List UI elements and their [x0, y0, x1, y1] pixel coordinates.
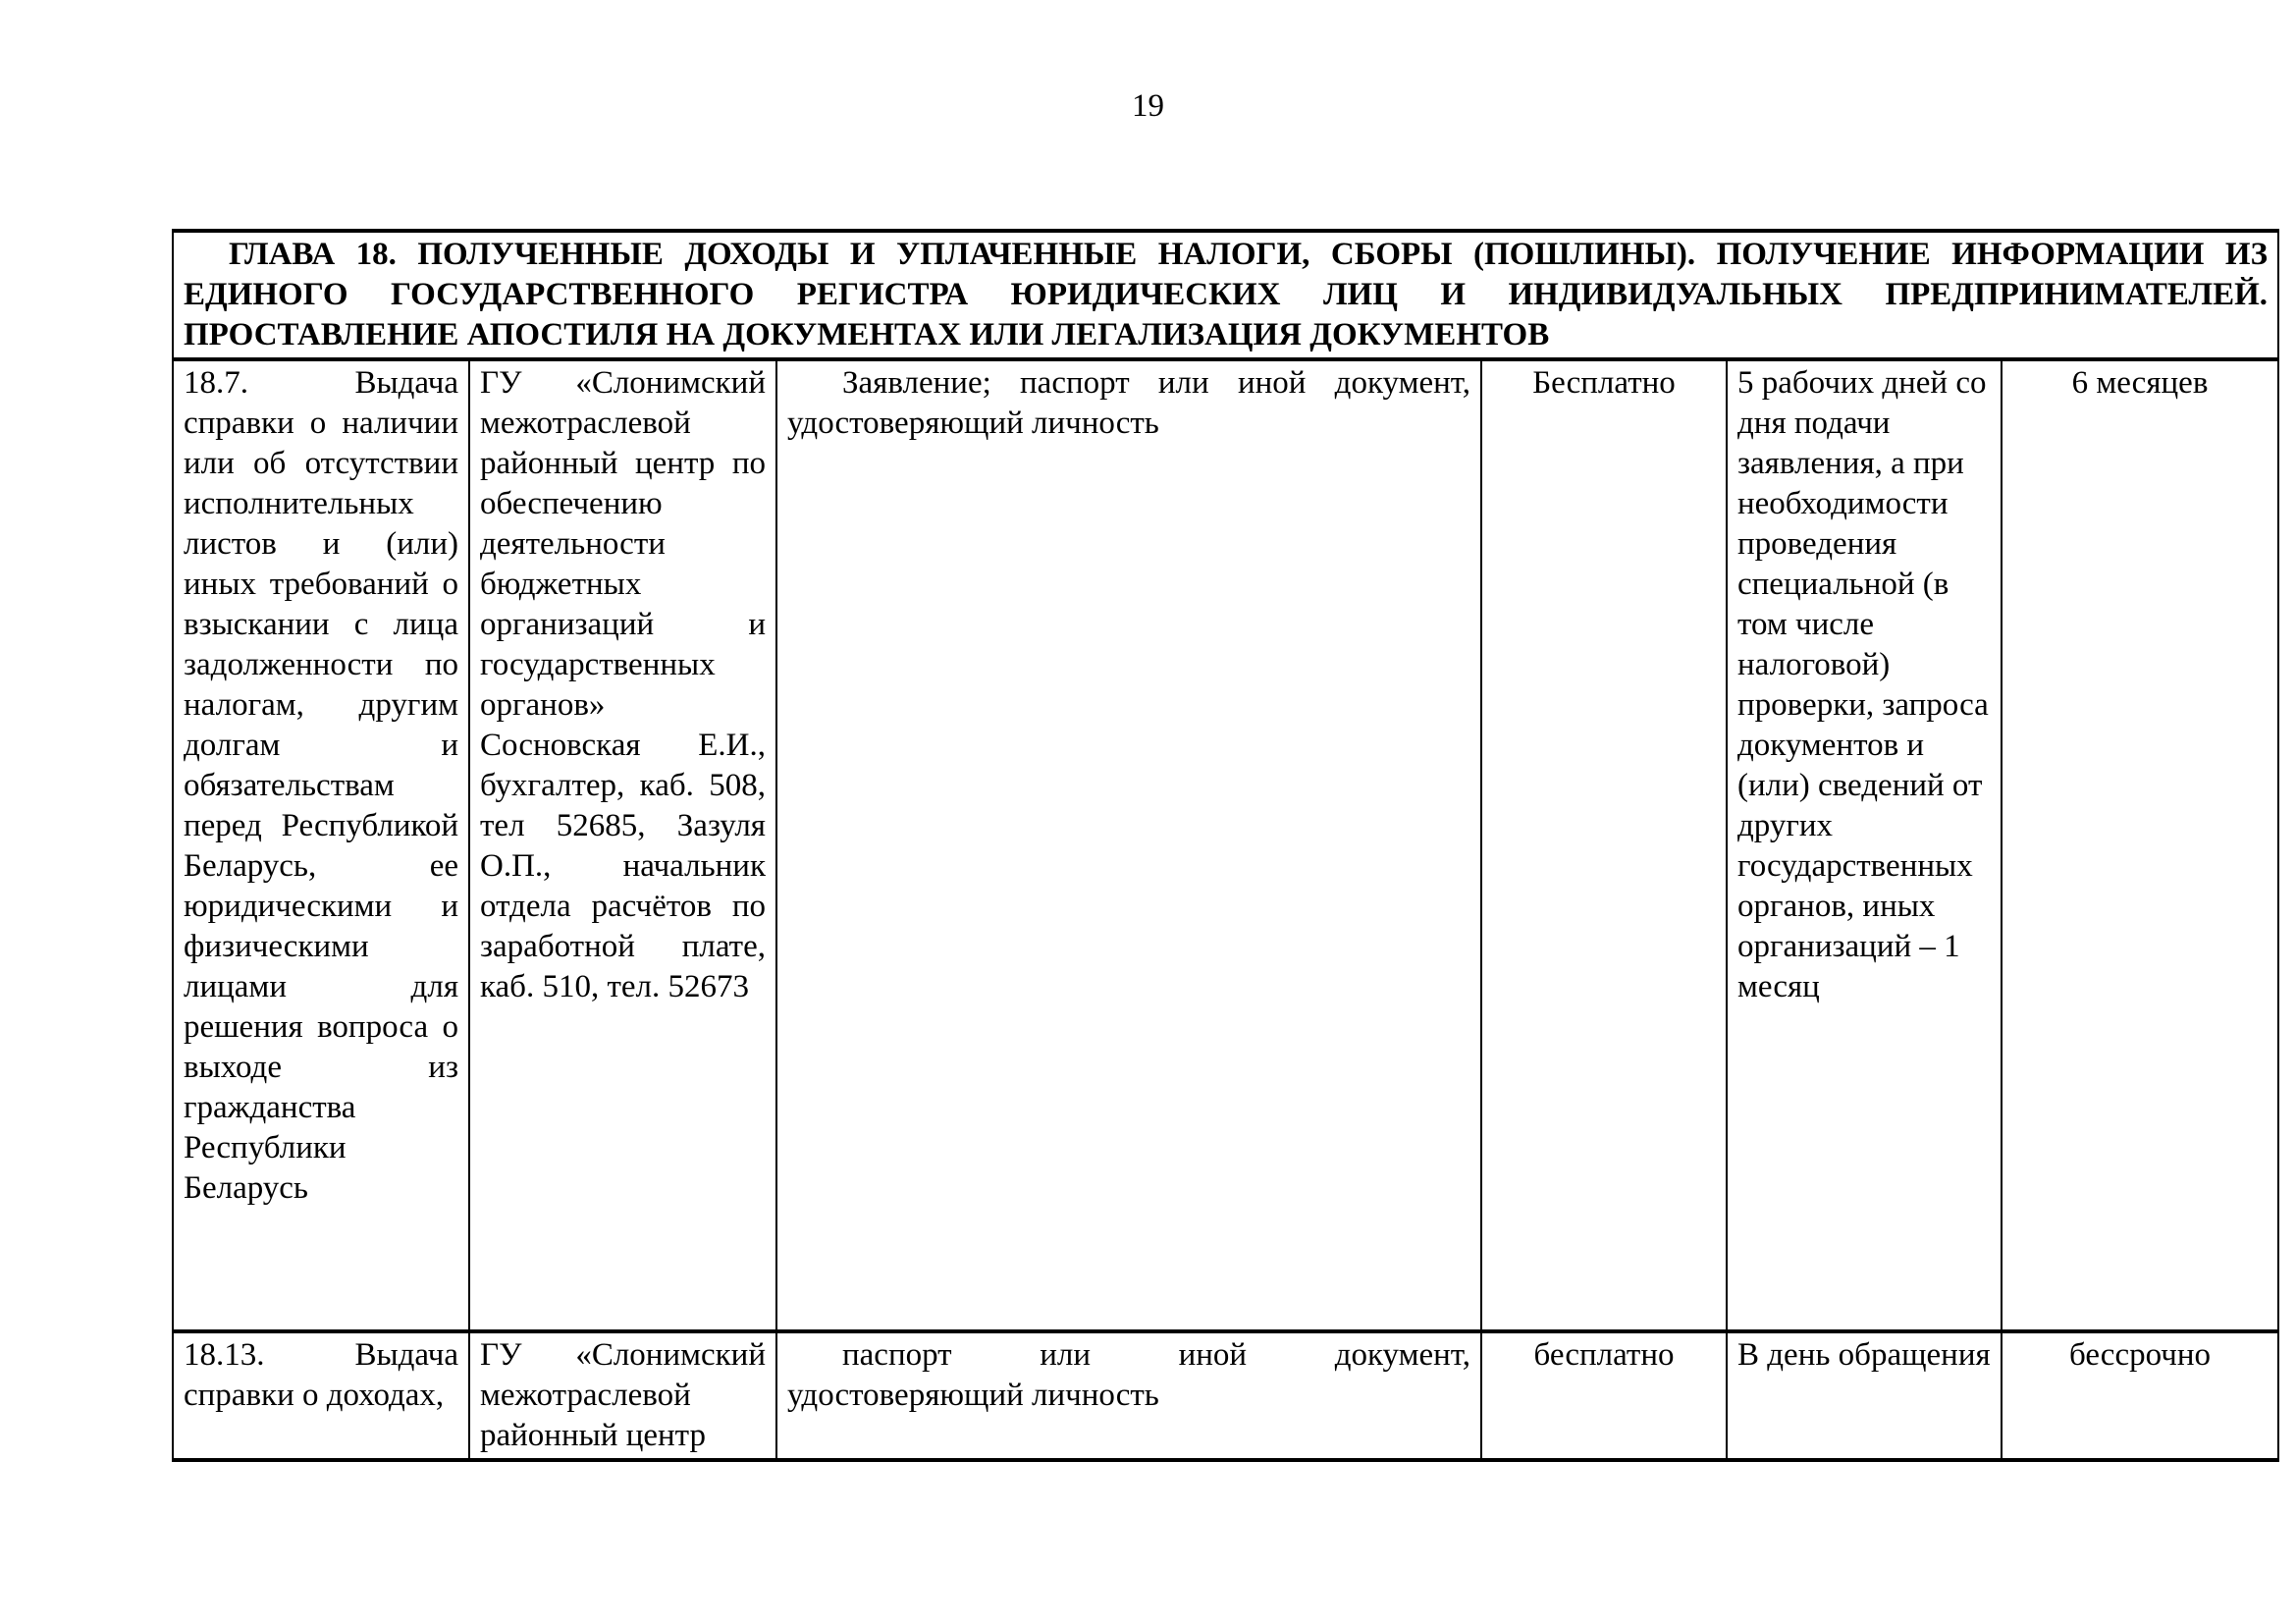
chapter-heading: ГЛАВА 18. ПОЛУЧЕННЫЕ ДОХОДЫ И УПЛАЧЕННЫЕ НАЛОГИ, СБОРЫ (ПОШЛИНЫ). ПОЛУЧЕНИЕ ИНФОРМАЦИИ ИЗ ЕДИНОГО ГОСУДАРСТВЕННОГО РЕГИСТРА ЮРИДИЧЕСКИХ ЛИЦ И ИНДИВИДУАЛЬНЫХ ПРЕДПРИНИМАТЕЛЕЙ. ПРОСТАВЛЕНИЕ АПОСТИЛЯ НА ДОКУМЕНТАХ ИЛИ ЛЕГАЛИЗАЦИЯ ДОКУМЕНТОВ [173, 231, 2278, 359]
authority-cell: ГУ «Слонимский межотраслевой районный центр [469, 1331, 776, 1460]
chapter-heading-row [173, 231, 2278, 359]
validity-cell: 6 месяцев [2002, 359, 2278, 1331]
authority-cell: ГУ «Слонимский межотраслевой районный центр по обеспечению деятельности бюджетных организаций и государственных органов» Сосновская Е.И., бухгалтер, каб. 508, тел 52685, Зазуля О.П., начальник отдела расчётов по заработной плате, каб. 510, тел. 52673 [469, 359, 776, 1331]
table-row [173, 359, 2278, 1331]
table-row [173, 1331, 2278, 1460]
procedure-cell: 18.13. Выдача справки о доходах, [173, 1331, 469, 1460]
term-cell: 5 рабочих дней со дня подачи заявления, а при необходимости проведения специальной (в том числе налоговой) проверки, запроса документов и (или) сведений от других государственных органов, иных организаций – 1 месяц [1727, 359, 2002, 1331]
documents-cell: Заявление; паспорт или иной документ, удостоверяющий личность [776, 359, 1481, 1331]
fee-cell: Бесплатно [1481, 359, 1727, 1331]
procedures-table [172, 229, 2279, 1462]
documents-cell: паспорт или иной документ, удостоверяющий личность [776, 1331, 1481, 1460]
page-number: 19 [1132, 88, 1164, 124]
fee-cell: бесплатно [1481, 1331, 1727, 1460]
procedure-cell: 18.7. Выдача справки о наличии или об отсутствии исполнительных листов и (или) иных требований о взыскании с лица задолженности по налогам, другим долгам и обязательствам перед Республикой Беларусь, ее юридическими и физическими лицами для решения вопроса о выходе из гражданства Республики Беларусь [173, 359, 469, 1331]
term-cell: В день обращения [1727, 1331, 2002, 1460]
validity-cell: бессрочно [2002, 1331, 2278, 1460]
